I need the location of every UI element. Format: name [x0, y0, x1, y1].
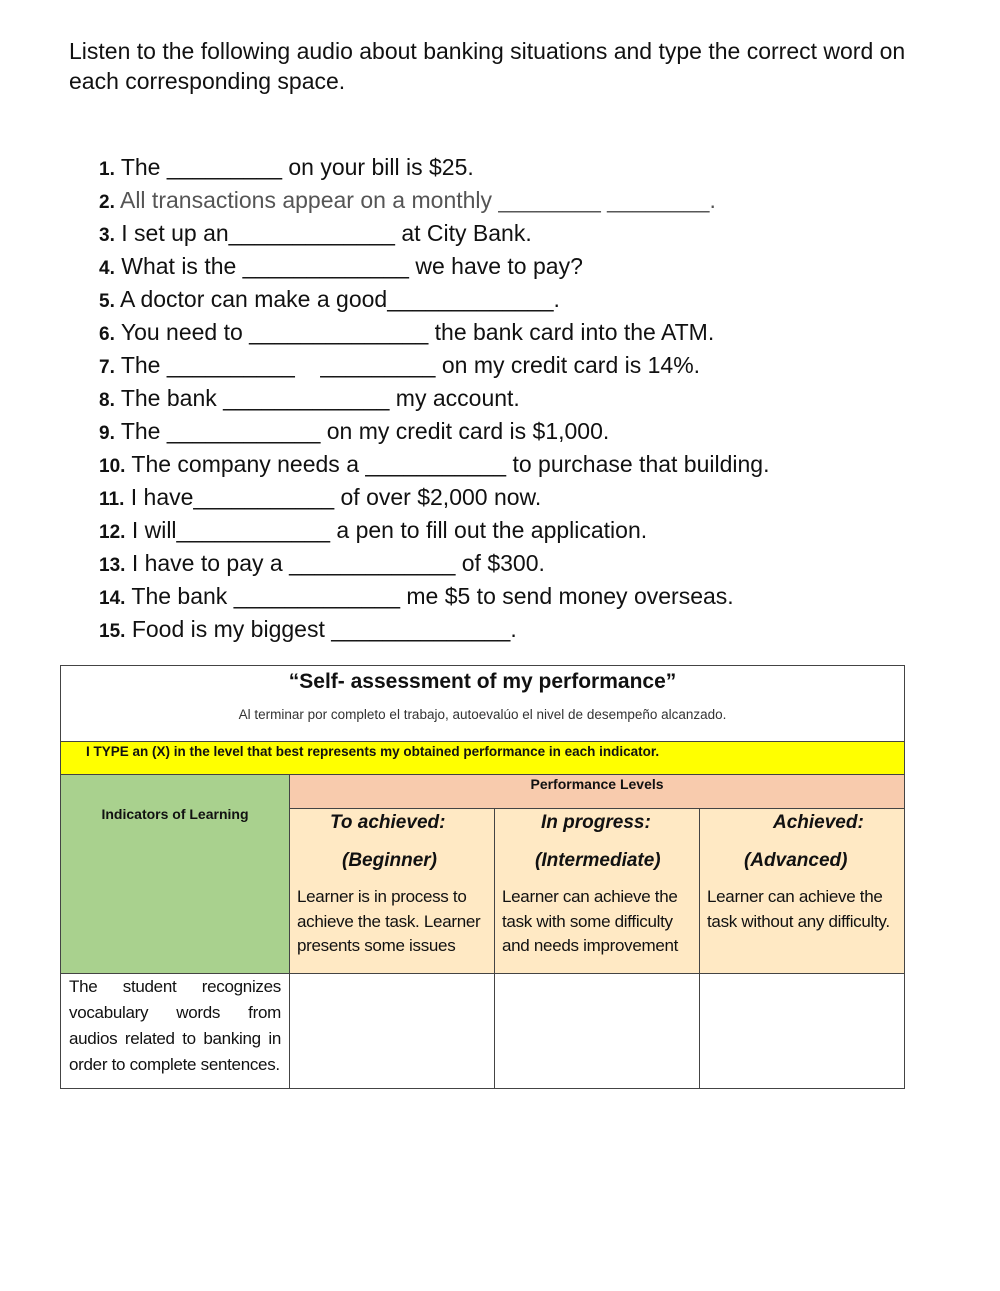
sentence-1[interactable] — [99, 152, 770, 185]
instructions: Listen to the following audio about banking situations and type the correct word on each corresponding space. — [69, 38, 906, 94]
item-number: 11. — [99, 489, 125, 510]
item-number: 12. — [99, 522, 126, 543]
level-description: Learner is in process to achieve the task. Learner presents some issues — [297, 887, 481, 955]
indicators-header: Indicators of Learning — [101, 806, 249, 822]
sentence-text: All transactions appear on a monthly ________ ________. — [119, 187, 716, 213]
level-intermediate — [495, 809, 700, 974]
item-number: 15. — [99, 621, 126, 642]
sentence-10[interactable] — [99, 449, 770, 482]
level-tag: (Beginner) — [342, 850, 437, 871]
level-tag: (Intermediate) — [535, 850, 661, 871]
assessment-instruction: I TYPE an (X) in the level that best represents my obtained performance in each indicator. — [86, 744, 660, 759]
sentence-text: You need to ______________ the bank card into the ATM. — [120, 319, 715, 345]
sentence-13[interactable] — [99, 548, 734, 581]
indicator-cell — [61, 974, 290, 1089]
level-name: In progress: — [541, 812, 651, 833]
level-description: Learner can achieve the task without any difficulty. — [707, 887, 890, 931]
item-number: 2. — [99, 192, 115, 213]
answer-cell-advanced[interactable] — [700, 974, 905, 1089]
sentence-15[interactable] — [99, 614, 734, 647]
exercise-list-2 — [99, 482, 734, 647]
level-beginner — [290, 809, 495, 974]
exercise-list-1 — [99, 152, 770, 482]
item-number: 9. — [99, 423, 115, 444]
assessment-title: “Self- assessment of my performance” — [288, 670, 677, 693]
sentence-text: The _________ on your bill is $25. — [120, 154, 474, 180]
sentence-text: The __________ _________ on my credit card is 14%. — [120, 352, 701, 378]
levels-header-cell — [290, 775, 905, 809]
sentence-text: I have___________ of over $2,000 now. — [130, 484, 542, 510]
sentence-text: The bank _____________ me $5 to send money overseas. — [131, 583, 734, 609]
sentence-text: I set up an_____________ at City Bank. — [121, 220, 532, 246]
answer-cell-intermediate[interactable] — [495, 974, 700, 1089]
sentence-4[interactable] — [99, 251, 770, 284]
sentence-text: Food is my biggest ______________. — [131, 616, 517, 642]
sentence-text: The ____________ on my credit card is $1,000. — [120, 418, 610, 444]
item-number: 7. — [99, 357, 115, 378]
assessment-header — [61, 666, 905, 742]
sentence-12[interactable] — [99, 515, 734, 548]
sentence-11[interactable] — [99, 482, 734, 515]
self-assessment-table — [60, 665, 905, 1089]
item-number: 13. — [99, 555, 126, 576]
sentence-text: I have to pay a _____________ of $300. — [131, 550, 545, 576]
item-number: 14. — [99, 588, 126, 609]
levels-header: Performance Levels — [530, 776, 664, 792]
level-name: To achieved: — [330, 812, 446, 833]
indicators-header-cell — [61, 775, 290, 974]
answer-cell-beginner[interactable] — [290, 974, 495, 1089]
sentence-text: The bank _____________ my account. — [120, 385, 520, 411]
item-number: 4. — [99, 258, 115, 279]
sentence-3[interactable] — [99, 218, 770, 251]
sentence-9[interactable] — [99, 416, 770, 449]
level-advanced — [700, 809, 905, 974]
item-number: 10. — [99, 456, 126, 477]
sentence-2[interactable] — [99, 185, 770, 218]
indicator-text: The student recognizes vocabulary words from audios related to banking in order to complete sentences. — [69, 977, 281, 1074]
sentence-7[interactable] — [99, 350, 770, 383]
item-number: 3. — [99, 225, 115, 246]
assessment-subtitle: Al terminar por completo el trabajo, autoevalúo el nivel de desempeño alcanzado. — [238, 707, 727, 722]
item-number: 5. — [99, 291, 115, 312]
sentence-6[interactable] — [99, 317, 770, 350]
sentence-text: I will____________ a pen to fill out the application. — [131, 517, 648, 543]
item-number: 1. — [99, 159, 115, 180]
level-tag: (Advanced) — [744, 850, 848, 871]
sentence-text: The company needs a ___________ to purchase that building. — [131, 451, 770, 477]
sentence-8[interactable] — [99, 383, 770, 416]
item-number: 8. — [99, 390, 115, 411]
sentence-5[interactable] — [99, 284, 770, 317]
sentence-text: A doctor can make a good_____________. — [119, 286, 560, 312]
assessment-instruction-cell — [61, 742, 905, 775]
item-number: 6. — [99, 324, 115, 345]
level-name: Achieved: — [773, 812, 864, 833]
sentence-text: What is the _____________ we have to pay? — [121, 253, 583, 279]
sentence-14[interactable] — [99, 581, 734, 614]
level-description: Learner can achieve the task with some difficulty and needs improvement — [502, 887, 679, 955]
